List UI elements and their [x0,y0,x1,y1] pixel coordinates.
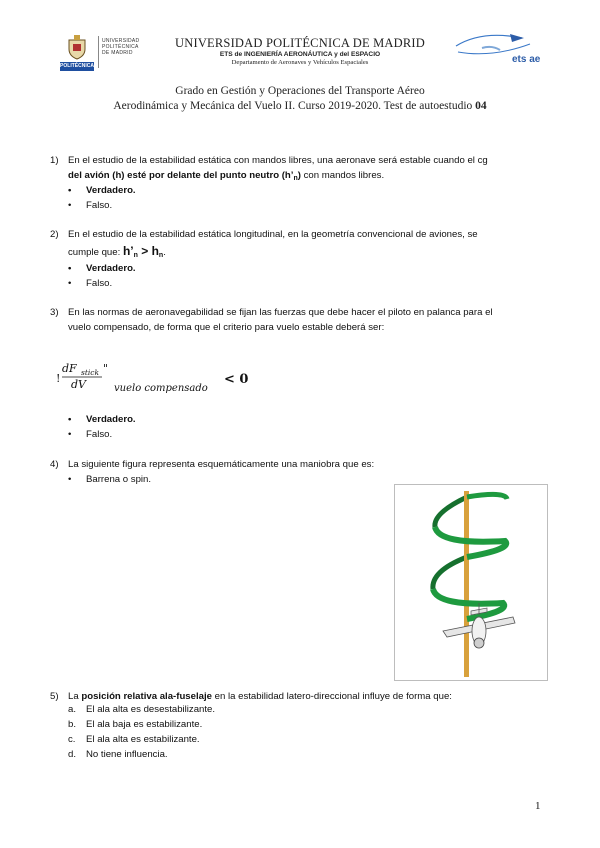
question-text [68,305,493,335]
formula-relation: < 0 [224,372,249,387]
question-number: 1) [50,155,59,166]
upm-badge: POLITÉCNICA [60,63,94,69]
bullet-icon: • [68,278,72,289]
formula-bracket: " [103,362,109,375]
page-number: 1 [535,800,541,812]
department-name: Departamento de Aeronaves y Vehículos Espaciales [231,59,369,66]
spin-axis [464,491,469,677]
option-label: Falso. [86,278,113,289]
document-title [40,84,560,114]
subscript: n [133,252,138,259]
logo-line: UNIVERSIDAD [102,38,140,44]
question-number: 5) [50,691,59,702]
bold-text: ) [297,170,301,181]
question-text [68,689,452,704]
bold-text: del avión (h) esté por delante del punto neutro (h’ [68,170,294,181]
question-number: 2) [50,229,59,240]
header-block [150,36,450,67]
option-label: Falso. [86,200,113,211]
title-line-1: Grado en Gestión y Operaciones del Transporte Aéreo [175,85,425,97]
question-line: En el estudio de la estabilidad estática longitudinal, en la geometría convencional de aviones, se [68,229,478,240]
question-line [68,244,478,263]
question-number: 3) [50,307,59,318]
spin-diagram [395,485,547,680]
logo-line: POLITÉCNICA [102,44,139,50]
option-letter: a. [68,704,77,715]
upm-logo-text [102,38,139,56]
subscript: n [158,252,164,259]
formula-lhs: h’ [122,244,134,258]
question-text [68,153,488,186]
plain-text: con mandos libres. [300,170,385,181]
logo-divider [98,36,99,68]
option-letter: d. [68,749,77,760]
right-logo-text: ets ae [512,54,541,65]
formula-subscript: vuelo compensado [114,383,208,394]
question-text: La siguiente figura representa esquemáticamente una maniobra que es: [68,459,375,470]
option-letter: b. [68,719,77,730]
formula-numerator-sub: stick [81,368,100,377]
stability-formula [56,360,276,396]
option-label: Verdadero. [86,263,136,274]
title-line-2-text: Aerodinámica y Mecánica del Vuelo II. Curso 2019-2020. Test de autoestudio [113,100,476,112]
option-label: No tiene influencia. [86,749,168,760]
question-line: vuelo compensado, de forma que el criterio para vuelo estable deberá ser: [68,322,385,333]
etsiae-logo [452,28,548,70]
question-text [68,227,478,263]
option-label: El ala baja es estabilizante. [86,719,203,730]
plain-text: cumple que: [68,247,123,258]
bold-text: posición relativa ala-fuselaje [81,691,212,702]
option-label: El ala alta es desestabilizante. [86,704,216,715]
logo-line: DE MADRID [102,50,133,56]
bullet-icon: • [68,414,72,425]
test-number: 04 [475,100,487,112]
formula-bracket: ! [56,372,61,385]
formula-numerator: dF [62,362,77,375]
bullet-icon: • [68,429,72,440]
university-name: UNIVERSIDAD POLITÉCNICA DE MADRID [175,36,425,50]
bullet-icon: • [68,263,72,274]
formula-denominator: dV [71,378,86,391]
title-line-2 [40,99,560,114]
bullet-icon: • [68,474,72,485]
bullet-icon: • [68,200,72,211]
option-label: Barrena o spin. [86,474,152,485]
formula-op: > [137,244,152,258]
option-letter: c. [68,734,76,745]
question-line: En las normas de aeronavegabilidad se fijan las fuerzas que debe hacer el piloto en palanca para el [68,307,493,318]
spin-figure [394,484,548,681]
subscript: n [293,175,298,182]
school-name: ETS de INGENIERÍA AERONÁUTICA y del ESPACIO [219,51,381,58]
question-number: 4) [50,459,59,470]
formula-rhs: h [151,244,159,258]
option-label: El ala alta es estabilizante. [86,734,200,745]
bullet-icon: • [68,185,72,196]
crest-icon [66,34,88,60]
option-label: Verdadero. [86,185,136,196]
option-label: Falso. [86,429,113,440]
question-line: En el estudio de la estabilidad estática con mandos libres, una aeronave será estable cuando el cg [68,155,488,166]
plain-text: . [163,247,166,258]
option-label: Verdadero. [86,414,136,425]
plain-text: en la estabilidad latero-direccional influye de forma que: [211,691,452,702]
plain-text: La [68,691,82,702]
